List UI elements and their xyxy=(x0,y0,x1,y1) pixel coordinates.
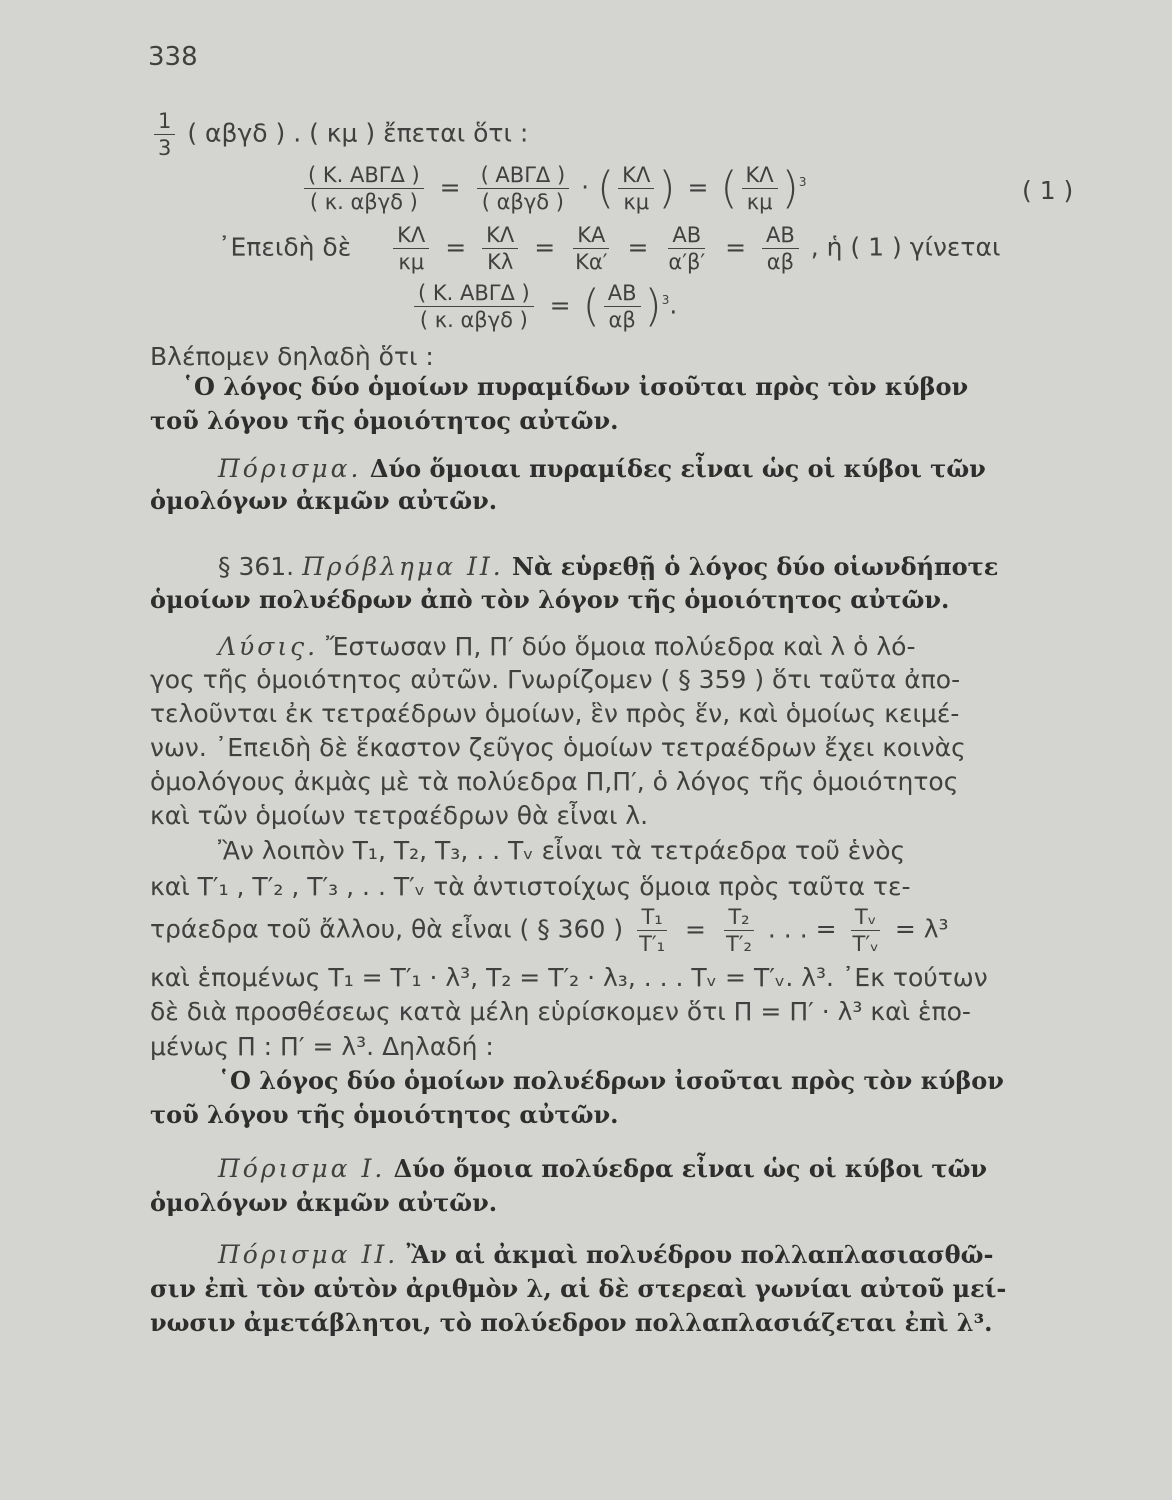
text-line: Ἂν λοιπὸν Τ₁, Τ₂, Τ₃, . . Τᵥ εἶναι τὰ τετράεδρα τοῦ ἑνὸς xyxy=(218,836,906,865)
problem-line: ὁμοίων πολυέδρων ἀπὸ τὸν λόγον τῆς ὁμοιότητος αὐτῶν. xyxy=(150,585,950,614)
text-line: τελοῦνται ἐκ τετραέδρων ὁμοίων, ἓν πρὸς ἕν, καὶ ὁμοίως κειμέ- xyxy=(150,699,960,728)
text-line: καὶ Τ′₁ , Τ′₂ , Τ′₃ , . . Τ′ᵥ τὰ ἀντιστοίχως ὅμοια πρὸς ταῦτα τε- xyxy=(150,872,911,901)
corollary-line: Πόρισμα. Δύο ὅμοιαι πυραμίδες εἶναι ὡς οἱ κύβοι τῶν xyxy=(218,454,986,483)
corollary-line: νωσιν ἀμετάβλητοι, τὸ πολύεδρον πολλαπλασιάζεται ἐπὶ λ³. xyxy=(150,1308,993,1337)
text-line: Βλέπομεν δηλαδὴ ὅτι : xyxy=(150,342,434,371)
corollary-line: ὁμολόγων ἀκμῶν αὐτῶν. xyxy=(150,1188,498,1217)
text-line: νων. ᾿Επειδὴ δὲ ἕκαστον ζεῦγος ὁμοίων τετραέδρων ἔχει κοινὰς xyxy=(150,733,966,762)
corollary-line: Πόρισμα ΙΙ. Ἂν αἱ ἀκμαὶ πολυέδρου πολλαπλασιασθῶ- xyxy=(218,1240,994,1269)
text-line: μένως Π : Π′ = λ³. Δηλαδή : xyxy=(150,1032,494,1061)
theorem-line: ῾Ο λόγος δύο ὁμοίων πολυέδρων ἰσοῦται πρὸς τὸν κύβον xyxy=(218,1066,1004,1095)
equation-1: $\frac{\text{( Κ. ΑΒΓΔ )}}{\text{( κ. αβγδ )}}$ = $\frac{\text{( ΑΒΓΔ )}}{\text{( αβγδ )}}$ · ( $\frac{K\Lambda}{\kappa\mu}$ ) = ( $\frac{K\Lambda}{\kappa\mu}$ )$^3$ xyxy=(300,162,806,215)
equation-intro: $\frac{1}{3}$ ( αβγδ ) . ( κμ ) ἔπεται ὅτι : xyxy=(150,108,528,161)
equation-label: ( 1 ) xyxy=(1022,176,1074,205)
text-line: καὶ τῶν ὁμοίων τετραέδρων θὰ εἶναι λ. xyxy=(150,801,649,830)
text-line: δὲ διὰ προσθέσεως κατὰ μέλη εὑρίσκομεν ὅτι Π = Π′ · λ³ καὶ ἑπο- xyxy=(150,997,971,1026)
theorem-line: τοῦ λόγου τῆς ὁμοιότητος αὐτῶν. xyxy=(150,1100,619,1129)
corollary-line: ὁμολόγων ἀκμῶν αὐτῶν. xyxy=(150,486,498,515)
text-line: καὶ ἑπομένως Τ₁ = Τ′₁ · λ³, Τ₂ = Τ′₂ · λ₃, . . . Τᵥ = Τ′ᵥ. λ³. ᾿Εκ τούτων xyxy=(150,963,988,992)
theorem-line: ῾Ο λόγος δύο ὁμοίων πυραμίδων ἰσοῦται πρὸς τὸν κύβον xyxy=(182,372,969,401)
corollary-line: Πόρισμα Ι. Δύο ὅμοια πολύεδρα εἶναι ὡς οἱ κύβοι τῶν xyxy=(218,1154,988,1183)
solution-line: Λύσις. Ἔστωσαν Π, Π′ δύο ὅμοια πολύεδρα καὶ λ ὁ λό- xyxy=(218,632,916,661)
problem-heading: § 361. Πρόβλημα ΙΙ. Νὰ εὑρεθῇ ὁ λόγος δύο οἱωνδήποτε xyxy=(218,552,999,581)
text-line: ὁμολόγους ἀκμὰς μὲ τὰ πολύεδρα Π,Π′, ὁ λόγος τῆς ὁμοιότητος xyxy=(150,767,959,796)
page-number: 338 xyxy=(148,42,198,72)
text-line: γος τῆς ὁμοιότητος αὐτῶν. Γνωρίζομεν ( § 359 ) ὅτι ταῦτα ἀπο- xyxy=(150,665,961,694)
theorem-line: τοῦ λόγου τῆς ὁμοιότητος αὐτῶν. xyxy=(150,406,619,435)
equation-2: ᾿Επειδὴ δὲ $\frac{K\Lambda}{\kappa\mu}$ = $\frac{K\Lambda}{K\lambda}$ = $\frac{KA}{K\alpha'}$ = $\frac{AB}{\alpha'\beta'}$ = $\frac{AB}{\alpha\beta}$ , ἡ ( 1 ) γίνεται xyxy=(218,223,1001,274)
equation-3: $\frac{\text{( Κ. ΑΒΓΔ )}}{\text{( κ. αβγδ )}}$ = ( $\frac{AB}{\alpha\beta}$ )$^3$. xyxy=(410,280,677,333)
corollary-line: σιν ἐπὶ τὸν αὐτὸν ἀριθμὸν λ, αἱ δὲ στερεαὶ γωνίαι αὐτοῦ μεί- xyxy=(150,1274,1007,1303)
equation-4: τράεδρα τοῦ ἄλλου, θὰ εἶναι ( § 360 ) $\frac{\text{Τ₁}}{\text{Τ′₁}}$ = $\frac{\text{Τ₂}}{\text{Τ′₂}}$ . . . = $\frac{\text{Τᵥ}}{\text{Τ′ᵥ}}$ = λ³ xyxy=(150,905,949,956)
fraction-one-third: $\frac{1}{3}$ xyxy=(154,108,175,161)
